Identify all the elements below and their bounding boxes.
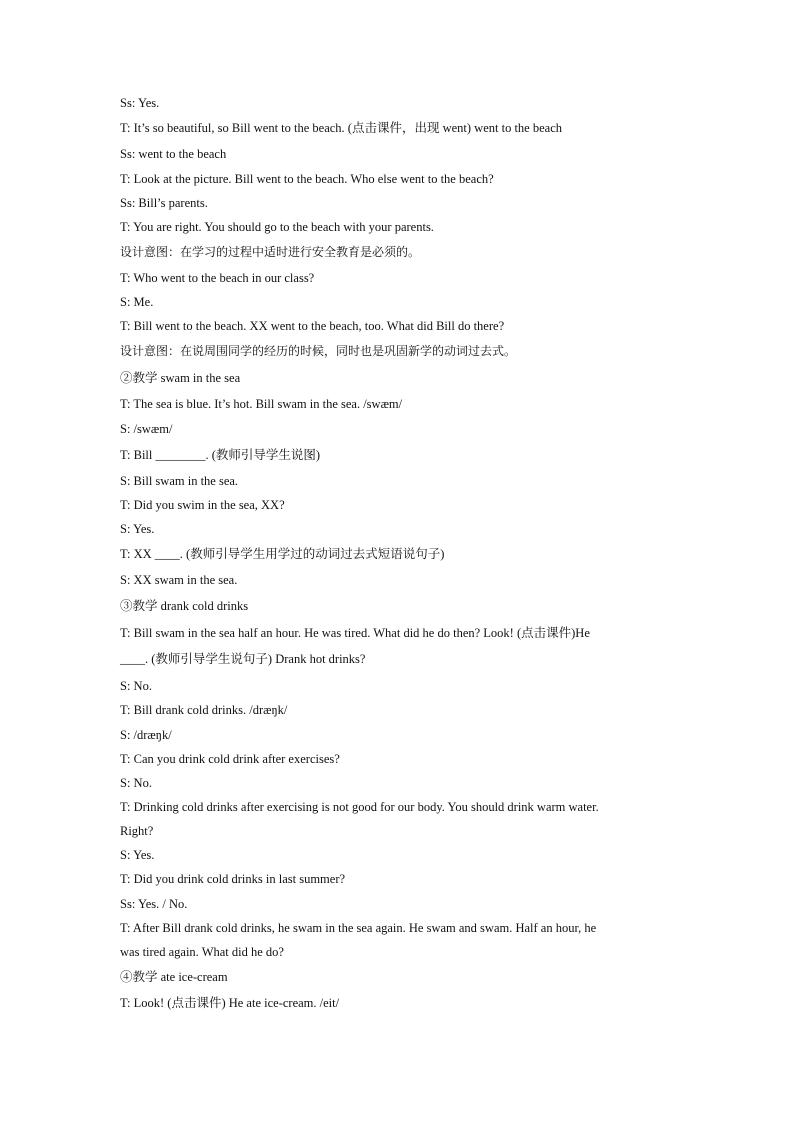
dialogue-line: S: Yes. [120,522,155,536]
dialogue-line: S: /dræŋk/ [120,728,172,742]
dialogue-line: Ss: went to the beach [120,147,227,161]
dialogue-line: ④教学 ate ice-cream [120,970,228,984]
dialogue-line: S: Bill swam in the sea. [120,474,239,488]
dialogue-line: T: Can you drink cold drink after exercises? [120,752,340,766]
dialogue-line: S: /swæm/ [120,422,173,436]
dialogue-line: ____. (教师引导学生说句子) Drank hot drinks? [120,652,366,666]
dialogue-line: S: Me. [120,295,154,309]
dialogue-line: T: The sea is blue. It’s hot. Bill swam in the sea. /swæm/ [120,397,403,411]
dialogue-line: S: No. [120,776,152,790]
dialogue-line: T: It’s so beautiful, so Bill went to the beach. (点击课件，出现 went) went to the beach [120,121,562,135]
dialogue-line: Ss: Bill’s parents. [120,196,208,210]
dialogue-line: T: Drinking cold drinks after exercising is not good for our body. You should drink warm water. [120,800,599,814]
dialogue-line: T: XX ____. (教师引导学生用学过的动词过去式短语说句子) [120,547,445,561]
design-intent-line: 设计意图：在学习的过程中适时进行安全教育是必须的。 [120,245,421,259]
dialogue-line: S: XX swam in the sea. [120,573,238,587]
dialogue-line: T: Look! (点击课件) He ate ice-cream. /eit/ [120,996,340,1010]
dialogue-line: T: After Bill drank cold drinks, he swam in the sea again. He swam and swam. Half an hour, he [120,921,597,935]
dialogue-line: Ss: Yes. / No. [120,897,188,911]
dialogue-line: T: Bill drank cold drinks. /dræŋk/ [120,703,288,717]
dialogue-line: Right? [120,824,154,838]
design-intent-line: 设计意图：在说周围同学的经历的时候，同时也是巩固新学的动词过去式。 [120,344,517,358]
dialogue-line: ②教学 swam in the sea [120,371,241,385]
dialogue-line: T: Did you swim in the sea, XX? [120,498,285,512]
dialogue-line: T: Bill went to the beach. XX went to the beach, too. What did Bill do there? [120,319,505,333]
dialogue-line: ③教学 drank cold drinks [120,599,249,613]
dialogue-line: S: No. [120,679,152,693]
dialogue-line: T: Bill ________. (教师引导学生说图) [120,448,321,462]
dialogue-line: T: Bill swam in the sea half an hour. He was tired. What did he do then? Look! (点击课件)He [120,626,590,640]
dialogue-line: T: You are right. You should go to the beach with your parents. [120,220,434,234]
dialogue-line: T: Did you drink cold drinks in last summer? [120,872,346,886]
dialogue-line: T: Who went to the beach in our class? [120,271,315,285]
dialogue-line: was tired again. What did he do? [120,945,284,959]
dialogue-line: S: Yes. [120,848,155,862]
dialogue-line: Ss: Yes. [120,96,160,110]
dialogue-line: T: Look at the picture. Bill went to the beach. Who else went to the beach? [120,172,494,186]
